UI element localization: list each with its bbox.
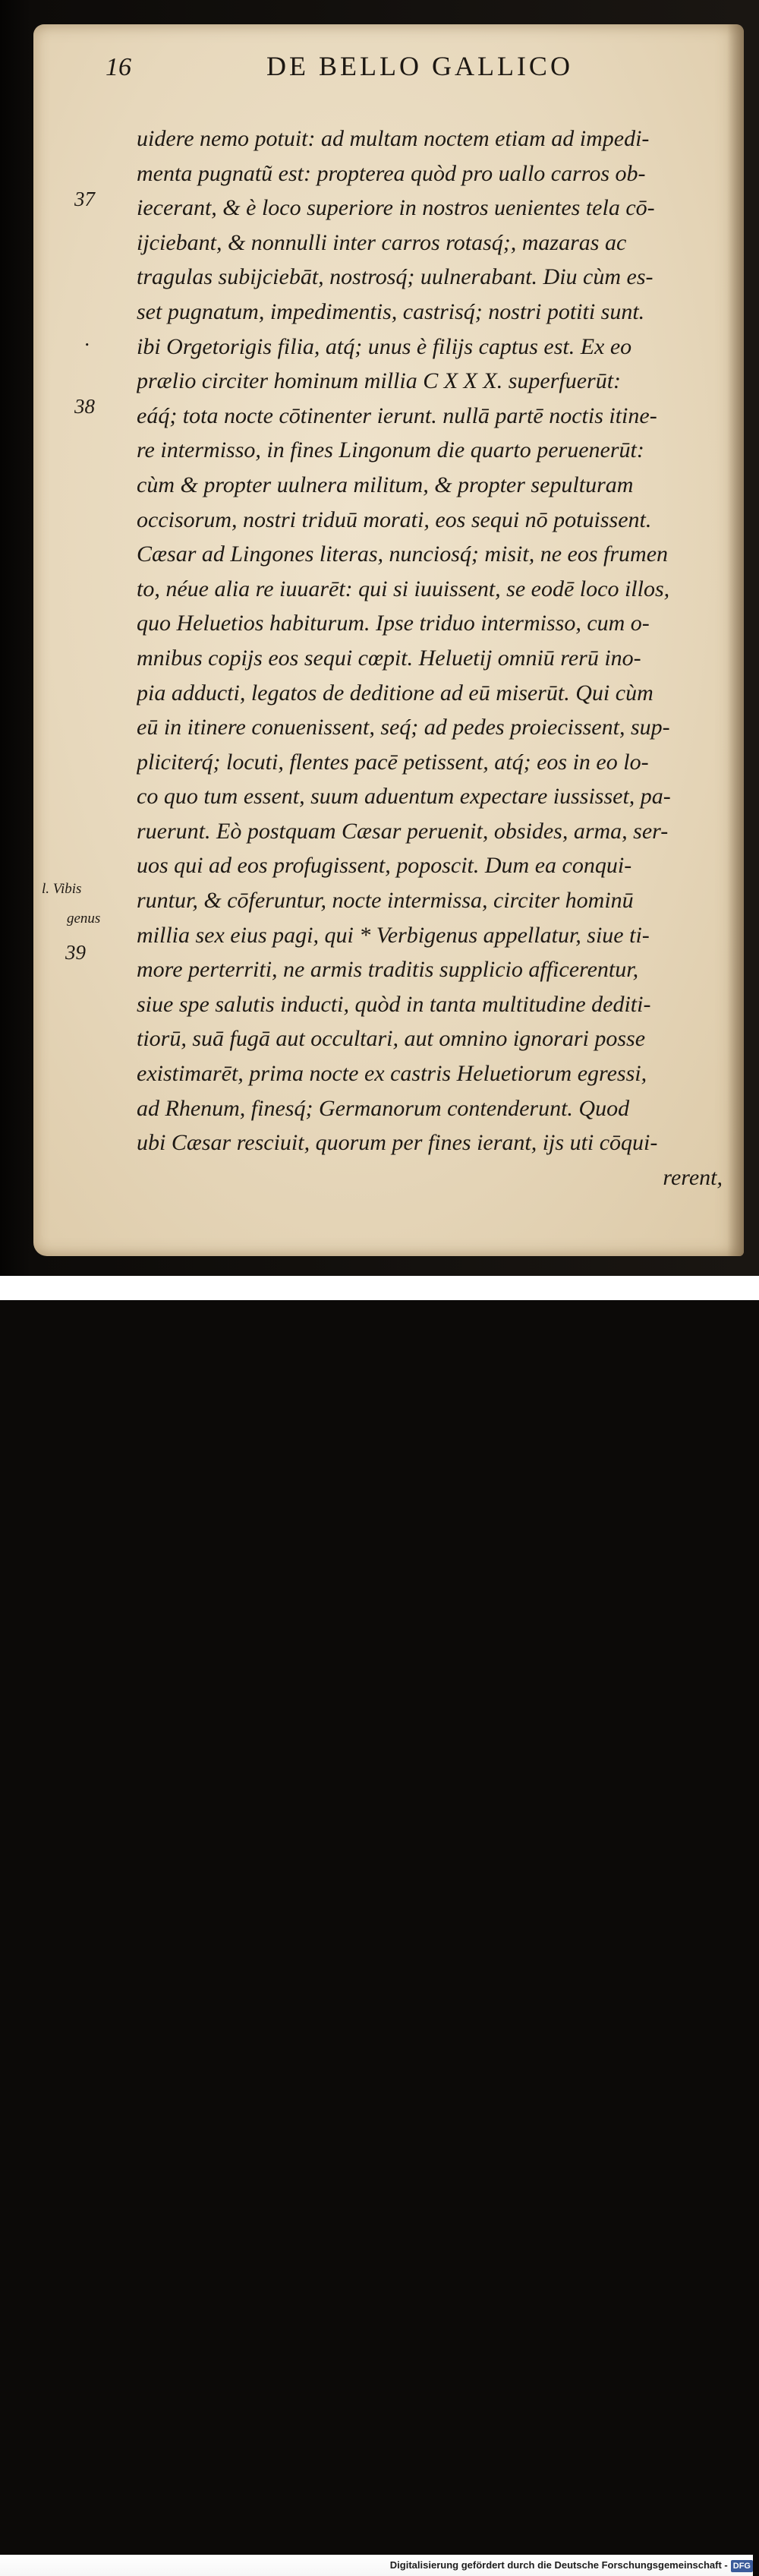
page-title: DE BELLO GALLICO [266, 51, 573, 81]
text-line: ubi Cæsar resciuit, quorum per fines ierant, ijs uti cōqui- [137, 1130, 658, 1156]
text-line: ruerunt. Eò postquam Cæsar peruenit, obsides, arma, ser- [137, 818, 669, 844]
margin-chapter-number: 38 [74, 395, 95, 418]
margin-dot-mark: . [85, 327, 90, 350]
text-line: eū in itinere conuenissent, seq́; ad pedes proiecissent, sup- [137, 715, 670, 740]
text-line: uos qui ad eos profugissent, poposcit. Dum ea conqui- [137, 853, 632, 879]
text-line: ijciebant, & nonnulli inter carros rotasq́;, mazaras ac [137, 229, 627, 255]
text-line: millia sex eius pagi, qui * Verbigenus appellatur, siue ti- [137, 922, 650, 948]
text-line: tiorū, suā fugā aut occultari, aut omnino ignorari posse [137, 1026, 646, 1052]
text-line: prælio circiter hominum millia C X X X. superfuerūt: [137, 368, 622, 394]
margin-chapter-number: 37 [74, 188, 95, 210]
text-line: Cæsar ad Lingones literas, nunciosq́; misit, ne eos frumen [137, 541, 669, 567]
dfg-logo: DFG [731, 2560, 753, 2572]
text-line: co quo tum essent, suum aduentum expectare iussisset, pa- [137, 784, 671, 810]
text-line: mnibus copijs eos sequi cœpit. Heluetij omniū rerū ino- [137, 645, 641, 671]
body-text [137, 122, 744, 1195]
text-line: re intermisso, in fines Lingonum die quarto peruenerūt: [137, 437, 644, 463]
margin-chapter-number: 39 [65, 941, 86, 964]
text-line: eáq́; tota nocte cōtinenter ierunt. nullā partē noctis itine- [137, 402, 657, 428]
text-line: uidere nemo potuit: ad multam noctem etiam ad impedi- [137, 126, 650, 151]
digitization-footer [0, 1276, 759, 2571]
text-line: existimarēt, prima nocte ex castris Heluetiorum egressi, [137, 1061, 647, 1087]
book-page [33, 24, 744, 1256]
text-line: cùm & propter uulnera militum, & propter sepulturam [137, 472, 634, 497]
text-line: tragulas subijciebāt, nostrosq́; uulnerabant. Diu cùm es- [137, 264, 653, 290]
text-line: ad Rhenum, finesq́; Germanorum contenderunt. Quod [137, 1095, 630, 1121]
text-line: menta pugnatũ est: propterea quòd pro uallo carros ob- [137, 160, 646, 186]
running-head [106, 50, 705, 88]
text-line: pliciterq́; locuti, flentes pacē petissent, atq́; eos in eo lo- [137, 749, 649, 775]
text-line: ibi Orgetorigis filia, atq́; unus è filijs captus est. Ex eo [137, 333, 632, 359]
text-line: iecerant, & è loco superiore in nostros uenientes tela cō- [137, 195, 655, 221]
footer-credit [0, 2555, 753, 2576]
text-line: occisorum, nostri triduū morati, eos sequi nō potuissent. [137, 507, 652, 532]
margin-gloss: genus [67, 911, 101, 927]
text-line: runtur, & cōferuntur, nocte intermissa, circiter hominū [137, 888, 634, 914]
text-line: set pugnatum, impedimentis, castrisq́; nostri potiti sunt. [137, 298, 645, 324]
catchword-line: rerent, [663, 1164, 723, 1190]
text-line: quo Heluetios habiturum. Ipse triduo intermisso, cum o- [137, 611, 650, 636]
text-line: to, néue alia re iuuarēt: qui si iuuissent, se eodē loco illos, [137, 576, 670, 601]
text-line: more perterriti, ne armis traditis supplicio afficerentur, [137, 957, 639, 983]
text-line: pia adducti, legatos de deditione ad eū miserūt. Qui cùm [137, 680, 653, 706]
page-number: 16 [106, 53, 131, 81]
margin-gloss: l. Vibis [42, 881, 82, 897]
footer-credit-text: Digitalisierung gefördert durch die Deutsche Forschungsgemeinschaft - [389, 2559, 728, 2571]
text-line: siue spe salutis inducti, quòd in tanta multitudine dediti- [137, 991, 651, 1017]
